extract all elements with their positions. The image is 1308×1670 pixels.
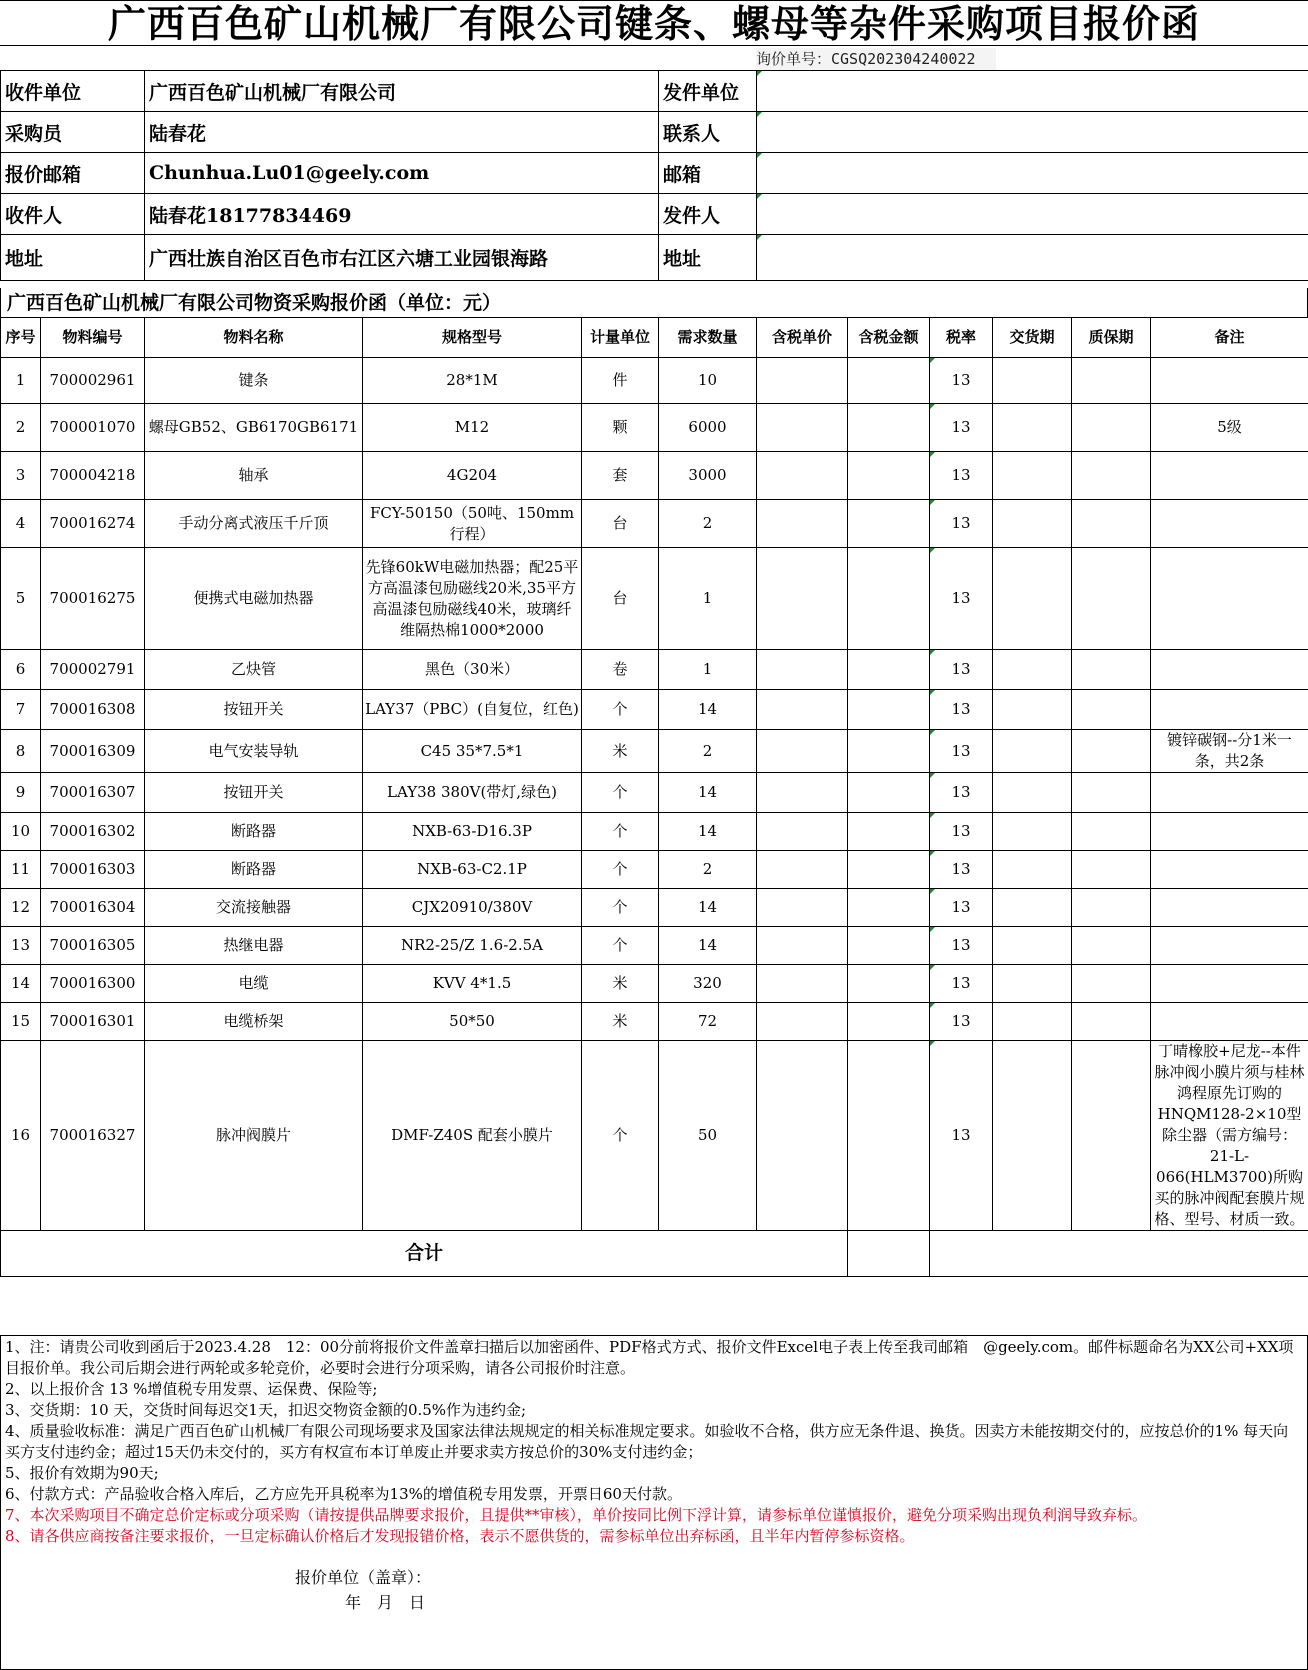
sender-person-label: 发件人 [659, 194, 757, 235]
table-row [1, 773, 1308, 813]
spec-model: 4G204 [363, 452, 582, 500]
table-row [1, 889, 1308, 927]
total-amount-input[interactable] [848, 1231, 930, 1277]
unit-price-input[interactable] [757, 965, 848, 1003]
unit-price-input[interactable] [757, 927, 848, 965]
table-row [1, 452, 1308, 500]
tax-rate[interactable]: 13 [930, 1003, 993, 1041]
table-row [1, 965, 1308, 1003]
spec-model: M12 [363, 404, 582, 452]
quantity: 14 [659, 813, 757, 851]
amount-input[interactable] [848, 889, 930, 927]
quantity: 14 [659, 889, 757, 927]
date-label: 年 月 日 [345, 1593, 426, 1612]
amount-input[interactable] [848, 404, 930, 452]
table-row [1, 813, 1308, 851]
unit: 米 [582, 730, 659, 773]
unit: 件 [582, 358, 659, 404]
remark [1151, 1003, 1308, 1041]
sender-email-value[interactable] [757, 153, 1308, 194]
amount-input[interactable] [848, 1003, 930, 1041]
tax-rate[interactable]: 13 [930, 548, 993, 650]
amount-input[interactable] [848, 730, 930, 773]
recipient-label: 收件人 [1, 194, 145, 235]
material-name: 电缆桥架 [145, 1003, 363, 1041]
delivery-input[interactable] [993, 548, 1072, 650]
remark [1151, 548, 1308, 650]
amount-input[interactable] [848, 650, 930, 690]
amount-input[interactable] [848, 773, 930, 813]
note-1: 1、注：请贵公司收到函后于2023.4.28 12：00分前将报价文件盖章扫描后以加密函件、PDF格式方式、报价文件Excel电子表上传至我司邮箱 @geely.com。邮件标题命名为XX公司+XX项目报价单。我公司后期会进行两轮或多轮竞价，必要时会进行分项采购，请各公司报价时注意。 [5, 1338, 1294, 1377]
quantity: 72 [659, 1003, 757, 1041]
delivery-input[interactable] [993, 650, 1072, 690]
quoting-unit-seal-label: 报价单位（盖章）： [295, 1568, 432, 1587]
row-no: 7 [1, 690, 41, 730]
tax-rate[interactable]: 13 [930, 690, 993, 730]
row-no: 15 [1, 1003, 41, 1041]
table-header-row [1, 318, 1308, 358]
unit-price-input[interactable] [757, 889, 848, 927]
material-code: 700004218 [41, 452, 145, 500]
material-code: 700016301 [41, 1003, 145, 1041]
remark [1151, 452, 1308, 500]
unit: 个 [582, 813, 659, 851]
buyer-value[interactable]: 陆春花 [145, 112, 659, 153]
header-name: 物料名称 [145, 318, 363, 358]
material-name: 电气安装导轨 [145, 730, 363, 773]
material-name: 热继电器 [145, 927, 363, 965]
note-4: 4、质量验收标准：满足广西百色矿山机械厂有限公司现场要求及国家法律法规规定的相关标准规定要求。如验收不合格，供方应无条件退、换货。因卖方未能按期交付的，应按总价的1% 每天向买方支付违约金；超过15天仍未交付的，买方有权宣布本订单废止并要求卖方按总价的30%支付违约金； [5, 1422, 1289, 1461]
sender-address-label: 地址 [659, 235, 757, 281]
warranty-input[interactable] [1072, 1041, 1151, 1231]
total-blank [930, 1231, 1308, 1277]
unit: 套 [582, 452, 659, 500]
row-no: 12 [1, 889, 41, 927]
note-2: 2、以上报价含 13 %增值税专用发票、运保费、保险等; [5, 1380, 378, 1398]
table-row [1, 851, 1308, 889]
note-8: 8、请各供应商按备注要求报价，一旦定标确认价格后才发现报错价格，表示不愿供货的，需参标单位出弃标函，且半年内暂停参标资格。 [5, 1527, 915, 1545]
contact-label: 联系人 [659, 112, 757, 153]
row-no: 4 [1, 500, 41, 548]
delivery-input[interactable] [993, 358, 1072, 404]
material-name: 便携式电磁加热器 [145, 548, 363, 650]
warranty-input[interactable] [1072, 500, 1151, 548]
header-no: 序号 [1, 318, 41, 358]
row-no: 3 [1, 452, 41, 500]
remark [1151, 690, 1308, 730]
warranty-input[interactable] [1072, 690, 1151, 730]
spec-model: FCY-50150（50吨、150mm行程） [363, 500, 582, 548]
delivery-input[interactable] [993, 927, 1072, 965]
table-row [1, 1041, 1308, 1231]
material-code: 700016309 [41, 730, 145, 773]
table-row [1, 690, 1308, 730]
recipient-value[interactable]: 陆春花18177834469 [145, 194, 659, 235]
material-name: 按钮开关 [145, 773, 363, 813]
unit-price-input[interactable] [757, 813, 848, 851]
material-name: 脉冲阀膜片 [145, 1041, 363, 1231]
header-tax-rate: 税率 [930, 318, 993, 358]
unit: 颗 [582, 404, 659, 452]
material-name: 按钮开关 [145, 690, 363, 730]
table-row [1, 650, 1308, 690]
row-no: 8 [1, 730, 41, 773]
address-value[interactable]: 广西壮族自治区百色市右江区六塘工业园银海路 [145, 235, 659, 281]
quantity: 2 [659, 730, 757, 773]
remark: 镀锌碳钢--分1米一条，共2条 [1151, 730, 1308, 773]
warranty-input[interactable] [1072, 548, 1151, 650]
material-code: 700016303 [41, 851, 145, 889]
header-amount: 含税金额 [848, 318, 930, 358]
material-code: 700016300 [41, 965, 145, 1003]
material-name: 断路器 [145, 851, 363, 889]
delivery-input[interactable] [993, 500, 1072, 548]
unit-price-input[interactable] [757, 404, 848, 452]
page-title: 广西百色矿山机械厂有限公司键条、螺母等杂件采购项目报价函 [0, 0, 1308, 46]
amount-input[interactable] [848, 548, 930, 650]
quantity: 6000 [659, 404, 757, 452]
quantity: 320 [659, 965, 757, 1003]
unit-price-input[interactable] [757, 730, 848, 773]
material-code: 700001070 [41, 404, 145, 452]
table-row [1, 927, 1308, 965]
unit-price-input[interactable] [757, 690, 848, 730]
delivery-input[interactable] [993, 773, 1072, 813]
material-name: 轴承 [145, 452, 363, 500]
row-no: 5 [1, 548, 41, 650]
material-name: 乙炔管 [145, 650, 363, 690]
row-no: 10 [1, 813, 41, 851]
delivery-input[interactable] [993, 690, 1072, 730]
spec-model: LAY38 380V(带灯,绿色) [363, 773, 582, 813]
quantity: 1 [659, 548, 757, 650]
material-code: 700016308 [41, 690, 145, 730]
unit-price-input[interactable] [757, 851, 848, 889]
material-code: 700016327 [41, 1041, 145, 1231]
warranty-input[interactable] [1072, 1003, 1151, 1041]
remark [1151, 889, 1308, 927]
material-code: 700016302 [41, 813, 145, 851]
header-spec: 规格型号 [363, 318, 582, 358]
tax-rate[interactable]: 13 [930, 965, 993, 1003]
amount-input[interactable] [848, 452, 930, 500]
row-no: 14 [1, 965, 41, 1003]
warranty-input[interactable] [1072, 851, 1151, 889]
spec-model: DMF-Z40S 配套小膜片 [363, 1041, 582, 1231]
delivery-input[interactable] [993, 1041, 1072, 1231]
unit: 个 [582, 773, 659, 813]
remark [1151, 813, 1308, 851]
inquiry-number: 询价单号：CGSQ202304240022 [756, 48, 996, 70]
sender-email-label: 邮箱 [659, 153, 757, 194]
row-no: 9 [1, 773, 41, 813]
unit: 个 [582, 851, 659, 889]
warranty-input[interactable] [1072, 358, 1151, 404]
tax-rate[interactable]: 13 [930, 927, 993, 965]
info-table [0, 70, 1308, 281]
unit: 个 [582, 927, 659, 965]
tax-rate[interactable]: 13 [930, 650, 993, 690]
unit: 个 [582, 889, 659, 927]
warranty-input[interactable] [1072, 730, 1151, 773]
header-unit-price: 含税单价 [757, 318, 848, 358]
unit: 个 [582, 690, 659, 730]
material-name: 手动分离式液压千斤顶 [145, 500, 363, 548]
unit-price-input[interactable] [757, 773, 848, 813]
header-remark: 备注 [1151, 318, 1308, 358]
table-row [1, 358, 1308, 404]
quantity: 3000 [659, 452, 757, 500]
table-subtitle: 广西百色矿山机械厂有限公司物资采购报价函（单位：元） [0, 288, 1308, 318]
unit: 卷 [582, 650, 659, 690]
material-name: 螺母GB52、GB6170GB6171 [145, 404, 363, 452]
material-name: 交流接触器 [145, 889, 363, 927]
header-qty: 需求数量 [659, 318, 757, 358]
unit: 米 [582, 965, 659, 1003]
spec-model: NXB-63-D16.3P [363, 813, 582, 851]
material-name: 电缆 [145, 965, 363, 1003]
amount-input[interactable] [848, 358, 930, 404]
delivery-input[interactable] [993, 889, 1072, 927]
material-code: 700016305 [41, 927, 145, 965]
amount-input[interactable] [848, 927, 930, 965]
spec-model: LAY37（PBC）(自复位，红色) [363, 690, 582, 730]
remark [1151, 773, 1308, 813]
table-row [1, 404, 1308, 452]
table-row [1, 548, 1308, 650]
spec-model: 先锋60kW电磁加热器；配25平方高温漆包励磁线20米,35平方高温漆包励磁线40米，玻璃纤维隔热棉1000*2000 [363, 548, 582, 650]
delivery-input[interactable] [993, 730, 1072, 773]
material-code: 700002961 [41, 358, 145, 404]
row-no: 1 [1, 358, 41, 404]
unit: 米 [582, 1003, 659, 1041]
material-code: 700016275 [41, 548, 145, 650]
sender-unit-label: 发件单位 [659, 71, 757, 112]
unit: 台 [582, 548, 659, 650]
items-table [0, 317, 1308, 1277]
tax-rate[interactable]: 13 [930, 773, 993, 813]
unit-price-input[interactable] [757, 1003, 848, 1041]
remark [1151, 851, 1308, 889]
material-name: 键条 [145, 358, 363, 404]
spec-model: 28*1M [363, 358, 582, 404]
quantity: 14 [659, 690, 757, 730]
row-no: 16 [1, 1041, 41, 1231]
tax-rate[interactable]: 13 [930, 851, 993, 889]
amount-input[interactable] [848, 851, 930, 889]
remark: 5级 [1151, 404, 1308, 452]
receiver-unit-label: 收件单位 [1, 71, 145, 112]
table-row [1, 730, 1308, 773]
remark [1151, 358, 1308, 404]
address-label: 地址 [1, 235, 145, 281]
amount-input[interactable] [848, 965, 930, 1003]
spec-model: C45 35*7.5*1 [363, 730, 582, 773]
spec-model: CJX20910/380V [363, 889, 582, 927]
header-warranty: 质保期 [1072, 318, 1151, 358]
delivery-input[interactable] [993, 452, 1072, 500]
quantity: 10 [659, 358, 757, 404]
header-unit: 计量单位 [582, 318, 659, 358]
sender-address-value[interactable] [757, 235, 1308, 281]
spec-model: NXB-63-C2.1P [363, 851, 582, 889]
material-name: 断路器 [145, 813, 363, 851]
tax-rate[interactable]: 13 [930, 500, 993, 548]
sender-person-value[interactable] [757, 194, 1308, 235]
warranty-input[interactable] [1072, 650, 1151, 690]
sender-unit-value[interactable] [757, 71, 1308, 112]
unit-price-input[interactable] [757, 452, 848, 500]
tax-rate[interactable]: 13 [930, 889, 993, 927]
table-row [1, 1003, 1308, 1041]
warranty-input[interactable] [1072, 773, 1151, 813]
remark [1151, 965, 1308, 1003]
quantity: 14 [659, 773, 757, 813]
header-delivery: 交货期 [993, 318, 1072, 358]
unit: 台 [582, 500, 659, 548]
unit-price-input[interactable] [757, 1041, 848, 1231]
warranty-input[interactable] [1072, 452, 1151, 500]
warranty-input[interactable] [1072, 813, 1151, 851]
row-no: 2 [1, 404, 41, 452]
delivery-input[interactable] [993, 1003, 1072, 1041]
remark [1151, 927, 1308, 965]
amount-input[interactable] [848, 813, 930, 851]
tax-rate[interactable]: 13 [930, 813, 993, 851]
delivery-input[interactable] [993, 813, 1072, 851]
note-6: 6、付款方式：产品验收合格入库后，乙方应先开具税率为13%的增值税专用发票，开票日60天付款。 [5, 1485, 682, 1503]
unit-price-input[interactable] [757, 358, 848, 404]
unit-price-input[interactable] [757, 650, 848, 690]
buyer-label: 采购员 [1, 112, 145, 153]
email-value[interactable]: Chunhua.Lu01@geely.com [145, 153, 659, 194]
warranty-input[interactable] [1072, 889, 1151, 927]
notes-section [0, 1335, 1308, 1670]
amount-input[interactable] [848, 1041, 930, 1231]
quantity: 14 [659, 927, 757, 965]
quantity: 1 [659, 650, 757, 690]
material-code: 700002791 [41, 650, 145, 690]
total-row [1, 1231, 1308, 1277]
remark: 丁晴橡胶+尼龙--本件脉冲阀小膜片须与桂林鸿程原先订购的HNQM128-2×10型除尘器（需方编号：21-L-066(HLM3700)所购买的脉冲阀配套膜片规格、型号、材质一致。 [1151, 1041, 1308, 1231]
spec-model: 50*50 [363, 1003, 582, 1041]
note-7: 7、本次采购项目不确定总价定标或分项采购（请按提供品牌要求报价，且提供**审核），单价按同比例下浮计算，请参标单位谨慎报价，避免分项采购出现负利润导致弃标。 [5, 1506, 1148, 1524]
unit: 个 [582, 1041, 659, 1231]
email-label: 报价邮箱 [1, 153, 145, 194]
tax-rate[interactable]: 13 [930, 452, 993, 500]
spec-model: 黑色（30米） [363, 650, 582, 690]
warranty-input[interactable] [1072, 404, 1151, 452]
receiver-unit-value[interactable]: 广西百色矿山机械厂有限公司 [145, 71, 659, 112]
delivery-input[interactable] [993, 404, 1072, 452]
quantity: 50 [659, 1041, 757, 1231]
total-label: 合计 [1, 1231, 848, 1277]
row-no: 11 [1, 851, 41, 889]
remark [1151, 500, 1308, 548]
tax-rate[interactable]: 13 [930, 1041, 993, 1231]
unit-price-input[interactable] [757, 548, 848, 650]
warranty-input[interactable] [1072, 927, 1151, 965]
material-code: 700016274 [41, 500, 145, 548]
material-code: 700016307 [41, 773, 145, 813]
table-row [1, 500, 1308, 548]
material-code: 700016304 [41, 889, 145, 927]
amount-input[interactable] [848, 690, 930, 730]
tax-rate[interactable]: 13 [930, 730, 993, 773]
spec-model: KVV 4*1.5 [363, 965, 582, 1003]
delivery-input[interactable] [993, 965, 1072, 1003]
tax-rate[interactable]: 13 [930, 404, 993, 452]
contact-value[interactable] [757, 112, 1308, 153]
header-code: 物料编号 [41, 318, 145, 358]
spec-model: NR2-25/Z 1.6-2.5A [363, 927, 582, 965]
row-no: 6 [1, 650, 41, 690]
quantity: 2 [659, 500, 757, 548]
tax-rate[interactable]: 13 [930, 358, 993, 404]
quantity: 2 [659, 851, 757, 889]
note-5: 5、报价有效期为90天; [5, 1464, 159, 1482]
delivery-input[interactable] [993, 851, 1072, 889]
note-3: 3、交货期：10 天，交货时间每迟交1天，扣迟交物资金额的0.5%作为违约金; [5, 1401, 527, 1419]
warranty-input[interactable] [1072, 965, 1151, 1003]
unit-price-input[interactable] [757, 500, 848, 548]
row-no: 13 [1, 927, 41, 965]
remark [1151, 650, 1308, 690]
amount-input[interactable] [848, 500, 930, 548]
